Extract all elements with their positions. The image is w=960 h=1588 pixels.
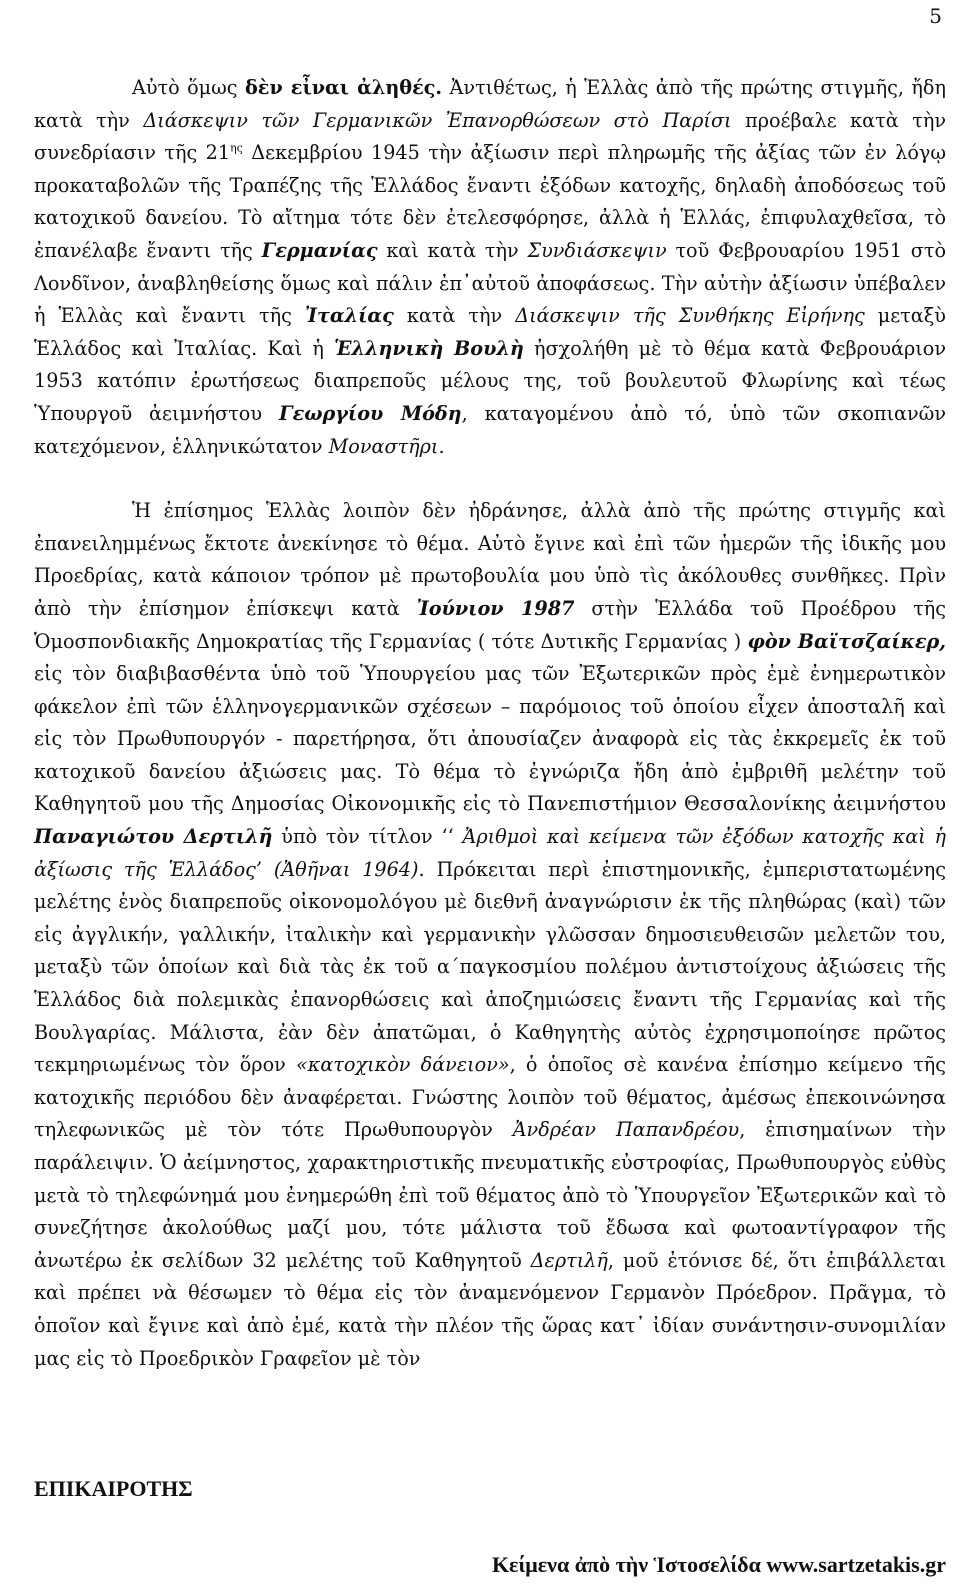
- paragraph2-segment: Ἡ ἐπίσημος Ἑλλὰς λοιπὸν δὲν ἠδράνησε, ἀλλὰ ἀπὸ τῆς πρώτης στιγμῆς καὶ ἐπανειλημμένως ἔκτοτε ἀνεκίνησε τὸ θέμα. Αὐτὸ ἔγινε καὶ ἐπὶ τῶν ἡμερῶν τῆς ἰδικῆς μου Προεδρίας, κατὰ κάποιον τρόπον μὲ πρωτοβουλία μου ὑπὸ τὶς ἀκόλουθες συνθῆκες. Πρὶν ἀπὸ τὴν ἐπίσημον ἐπίσκεψι κατὰ: [34, 499, 946, 620]
- paragraph1-segment: Διάσκεψιν τῆς Συνθήκης Εἰρήνης: [515, 304, 865, 328]
- paragraph2-segment: Ἀνδρέαν Παπανδρέου: [512, 1118, 740, 1142]
- paragraph1-segment: Ἰταλίας: [304, 304, 394, 328]
- paragraph1-segment: Διάσκεψιν τῶν Γερμανικῶν Ἐπανορθώσεων στὸ Παρίσι: [143, 108, 732, 132]
- paragraph2-segment: Ἰούνιον 1987: [416, 596, 575, 620]
- paragraph1-segment: Γεωργίου Μόδη: [278, 401, 462, 425]
- paragraph1-segment: Ἑλληνικὴ Βουλὴ: [334, 336, 524, 360]
- paragraph2-segment: ὑπὸ τὸν τίτλον ‘‘: [272, 825, 463, 849]
- paragraph-1: [34, 72, 946, 463]
- paragraph1-segment: προέβαλε κατὰ τὴν συνεδρίασιν τῆς 21: [34, 108, 946, 165]
- paragraph2-segment: «κατοχικὸν δάνειον»: [296, 1053, 510, 1077]
- paragraph2-segment: Πρόκειται περὶ ἐπιστημονικῆς, ἐμπεριστατωμένης μελέτης ἑνὸς διαπρεποῦς οἰκονομολόγου μὲ διεθνῆ ἀναγνώρισιν ἐκ τῆς πληθώρας (καὶ) τῶν εἰς ἀγγλικήν, γαλλικήν, ἰταλικὴν καὶ γερμανικὴν γλῶσσαν δημοσιευθεισῶν μελετῶν του, μεταξὺ τῶν ὁποίων καὶ διὰ τὰς ἐκ τοῦ α΄παγκοσμίου πολέμου ἀντιστοίχους ἀξιώσεις τῆς Ἑλλάδος διὰ πολεμικὰς ἐπανορθώσεις καὶ ἀποζημιώσεις ἔναντι τῆς Γερμανίας καὶ τῆς Βουλγαρίας. Μάλιστα, ἐὰν δὲν ἀπατῶμαι, ὁ Καθηγητὴς αὐτὸς ἐχρησιμοποίησε πρῶτος τεκμηριωμένως τὸν ὅρον: [34, 857, 946, 1077]
- paragraph1-segment: τοῦ Φεβρουαρίου 1951 στὸ Λονδῖνον, ἀναβληθείσης ὅμως καὶ πάλιν ἐπ᾽αὐτοῦ ἀποφάσεως. Τὴν αὐτὴν ἀξίωσιν ὑπέβαλεν ἡ Ἑλλὰς καὶ ἔναντι τῆς: [34, 238, 947, 328]
- paragraph2-segment: φὸν Βαϊτσζαίκερ,: [747, 629, 946, 653]
- paragraph2-segment: εἰς τὸν διαβιβασθέντα ὑπὸ τοῦ Ὑπουργείου μας τῶν Ἐξωτερικῶν πρὸς ἐμὲ ἐνημερωτικὸν φάκελον ἐπὶ τῶν ἑλληνογερμανικῶν σχέσεων – παρόμοιος τοῦ ὁποίου εἶχεν ἀποσταλῆ καὶ εἰς τὸν Πρωθυπουργόν - παρετήρησα, ὅτι ἀπουσίαζεν ἀναφορὰ εἰς τὰς ἐκκρεμεῖς ἐκ τοῦ κατοχικοῦ δανείου ἀξιώσεις μας. Τὸ θέμα τὸ ἐγνώριζα ἤδη ἀπὸ ἐμβριθῆ μελέτην τοῦ Καθηγητοῦ μου τῆς Δημοσίας Οἰκονομικῆς εἰς τὸ Πανεπιστήμιον Θεσσαλονίκης ἀειμνήστου: [34, 662, 946, 816]
- paragraph1-segment: , καταγομένου ἀπὸ τό, ὑπὸ τῶν σκοπιανῶν κατεχόμενον, ἑλληνικώτατον: [34, 401, 946, 458]
- paragraph2-segment: Δερτιλῆ: [530, 1248, 608, 1272]
- paragraph2-segment: , μοῦ ἐτόνισε δέ, ὅτι ἐπιβάλλεται καὶ πρέπει νὰ θέσωμεν τὸ θέμα εἰς τὸν ἀναμενόμενον Γερμανὸν Πρόεδρον. Πρᾶγμα, τὸ ὁποῖον καὶ ἔγινε καὶ ἀπὸ ἐμέ, κατὰ τὴν πλέον τῆς ὥρας κατ᾽ ἰδίαν συνάντησιν-συνομιλίαν μας εἰς τὸ Προεδρικὸν Γραφεῖον μὲ τὸν: [34, 1248, 946, 1370]
- paragraph1-segment: μεταξὺ Ἑλλάδος καὶ Ἰταλίας. Καὶ ἡ: [34, 304, 946, 360]
- paragraph1-segment: δὲν εἶναι ἀληθές.: [244, 76, 443, 99]
- document-body: [34, 72, 946, 1375]
- paragraph2-segment: Ἀριθμοὶ καὶ κείμενα τῶν ἐξόδων κατοχῆς καὶ ἡ ἀξίωσις τῆς Ἑλλάδος’ (Ἀθῆναι 1964).: [34, 825, 946, 881]
- paragraph1-segment: Αὐτὸ ὅμως: [132, 76, 245, 99]
- paragraph2-segment: , ἐπισημαίνων τὴν παράλειψιν. Ὁ ἀείμνηστος, χαρακτηριστικῆς πνευματικῆς εὐστροφίας, Πρωθυπουργὸς εὐθὺς μετὰ τὸ τηλεφώνημά μου ἐνημερώθη ἐπὶ τοῦ θέματος ἀπὸ τὸ Ὑπουργεῖον Ἐξωτερικῶν καὶ τὸ συνεζήτησε ἀκολούθως μαζί μου, τότε μάλιστα τοῦ ἔδωσα καὶ φωτοαντίγραφον τῆς ἀνωτέρω ἐκ σελίδων 32 μελέτης τοῦ Καθηγητοῦ: [34, 1118, 946, 1272]
- paragraph1-segment: κατὰ τὴν: [393, 304, 516, 328]
- paragraph1-segment: Μοναστῆρι.: [328, 434, 445, 458]
- page-number: 5: [929, 4, 942, 28]
- footer-source: Κείμενα ἀπὸ τὴν Ἱστοσελίδα www.sartzetakis.gr: [491, 1552, 946, 1577]
- paragraph1-segment: καὶ κατὰ τὴν: [377, 238, 528, 262]
- paragraph2-segment: στὴν Ἑλλάδα τοῦ Προέδρου τῆς Ὁμοσπονδιακῆς Δημοκρατίας τῆς Γερμανίας ( τότε Δυτικῆς Γερμανίας ): [34, 596, 946, 653]
- paragraph-2: [34, 495, 946, 1375]
- paragraph2-segment: , ὁ ὁποῖος σὲ κανένα ἐπίσημο κείμενο τῆς κατοχικῆς περιόδου δὲν ἀναφέρεται. Γνώστης λοιπὸν τοῦ θέματος, ἀμέσως ἐπεκοινώνησα τηλεφωνικῶς μὲ τὸν τότε Πρωθυπουργὸν: [34, 1053, 946, 1142]
- paragraph1-segment: Συνδιάσκεψιν: [527, 238, 667, 262]
- paragraph1-segment: Δεκεμβρίου 1945 τὴν ἀξίωσιν περὶ πληρωμῆς τῆς ἀξίας τῶν ἐν λόγῳ προκαταβολῶν τῆς Τραπέζης τῆς Ἑλλάδος ἔναντι ἐξόδων κατοχῆς, δηλαδὴ ἀποδόσεως τοῦ κατοχικοῦ δανείου. Τὸ αἴτημα τότε δὲν ἐτελεσφόρησε, ἀλλὰ ἡ Ἑλλάς, ἐπιφυλαχθεῖσα, τὸ ἐπανέλαβε ἔναντι τῆς: [34, 141, 946, 262]
- paragraph1-segment: Γερμανίας: [261, 238, 378, 262]
- paragraph1-segment: ἠσχολήθη μὲ τὸ θέμα κατὰ Φεβρουάριον 1953 κατόπιν ἐρωτήσεως διαπρεποῦς μέλους της, τοῦ βουλευτοῦ Φλωρίνης καὶ τέως Ὑπουργοῦ ἀειμνήστου: [34, 336, 947, 425]
- paragraph2-segment: Παναγιώτου Δερτιλῆ: [34, 825, 273, 849]
- paragraph1-segment: ης: [230, 141, 243, 155]
- paragraph1-segment: Ἀντιθέτως, ἡ Ἑλλὰς ἀπὸ τῆς πρώτης στιγμῆς, ἤδη κατὰ τὴν: [34, 76, 946, 132]
- footer-publication: ΕΠΙΚΑΙΡΟΤΗΣ: [34, 1476, 193, 1501]
